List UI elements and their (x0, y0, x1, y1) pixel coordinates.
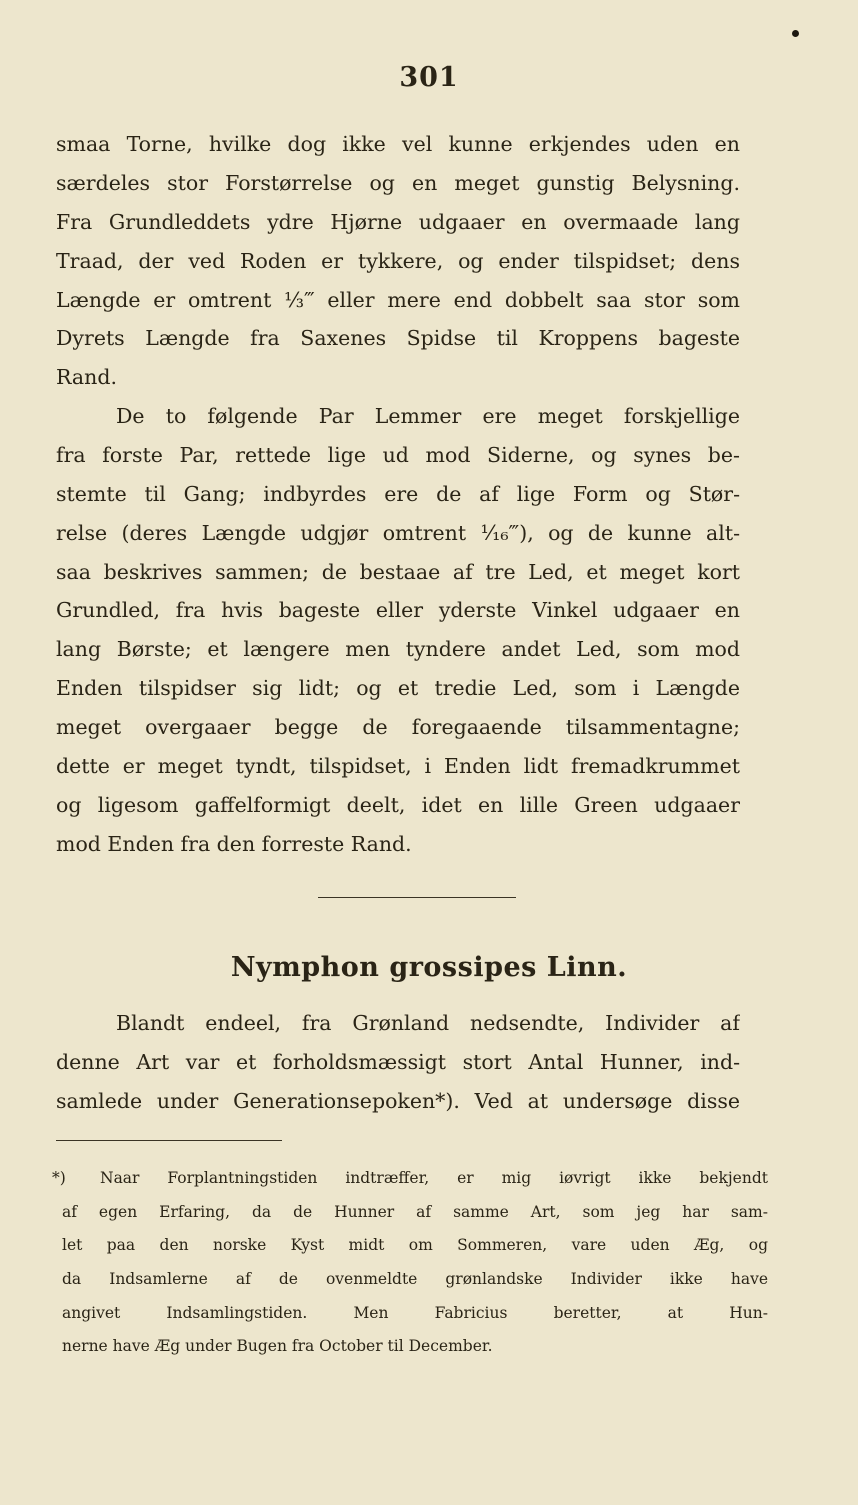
text-line: Fra Grundleddets ydre Hjørne udgaaer en overmaade lang (56, 209, 740, 234)
text-line: Enden tilspidser sig lidt; og et tredie Led, som i Længde (56, 676, 740, 701)
text-line: særdeles stor Forstørrelse og en meget gunstig Belysning. (56, 170, 740, 195)
footnote-divider (56, 1140, 282, 1141)
footnote-line: af egen Erfaring, da de Hunner af samme Art, som jeg har sam- (62, 1202, 768, 1221)
text-line: og ligesom gaffelformigt deelt, idet en lille Green udgaaer (56, 792, 740, 817)
text-line: Blandt endeel, fra Grønland nedsendte, Individer af (116, 1011, 740, 1035)
paragraph-3 (56, 1004, 740, 1121)
paragraph-2 (56, 397, 740, 864)
text-line: relse (deres Længde udgjør omtrent ¹⁄₁₆‴), og de kunne alt- (56, 520, 740, 545)
text-line: Grundled, fra hvis bageste eller yderste Vinkel udgaaer en (56, 598, 740, 623)
paragraph-1 (56, 125, 740, 397)
text-line: stemte til Gang; indbyrdes ere de af lige Form og Stør- (56, 481, 740, 506)
text-line: Længde er omtrent ⅓‴ eller mere end dobbelt saa stor som (56, 287, 740, 312)
section-divider (318, 897, 516, 898)
text-line: saa beskrives sammen; de bestaae af tre Led, et meget kort (56, 559, 740, 584)
text-line: samlede under Generationsepoken*). Ved at undersøge disse (56, 1088, 740, 1113)
footnote-line: nerne have Æg under Bugen fra October til December. (62, 1337, 493, 1356)
text-line: Dyrets Længde fra Saxenes Spidse til Kroppens bageste (56, 326, 740, 351)
text-line: smaa Torne, hvilke dog ikke vel kunne erkjendes uden en (56, 132, 740, 156)
text-line: dette er meget tyndt, tilspidset, i Enden lidt fremadkrummet (56, 754, 740, 779)
text-line: mod Enden fra den forreste Rand. (56, 831, 412, 856)
text-line: meget overgaaer begge de foregaaende tilsammentagne; (56, 715, 740, 740)
footnote-line: da Indsamlerne af de ovenmeldte grønlandske Individer ikke have (62, 1270, 768, 1289)
section-heading: Nymphon grossipes Linn. (230, 952, 628, 983)
text-line: Traad, der ved Roden er tykkere, og ender tilspidset; dens (56, 248, 740, 273)
text-line: denne Art var et forholdsmæssigt stort Antal Hunner, ind- (56, 1049, 740, 1074)
text-line: Rand. (56, 365, 117, 390)
text-line: fra forste Par, rettede lige ud mod Siderne, og synes be- (56, 442, 740, 467)
footnote-marker: *) (52, 1169, 66, 1187)
footnote-line: Naar Forplantningstiden indtræffer, er mig iøvrigt ikke bekjendt (100, 1169, 768, 1187)
ink-speck (792, 30, 799, 37)
text-line: lang Børste; et længere men tyndere andet Led, som mod (56, 637, 740, 662)
text-line: De to følgende Par Lemmer ere meget forskjellige (116, 404, 740, 428)
footnote-line: angivet Indsamlingstiden. Men Fabricius beretter, at Hun- (62, 1303, 768, 1322)
footnote-line: let paa den norske Kyst midt om Sommeren, vare uden Æg, og (62, 1236, 768, 1255)
page-number: 301 (399, 62, 459, 93)
footnote (52, 1162, 768, 1364)
